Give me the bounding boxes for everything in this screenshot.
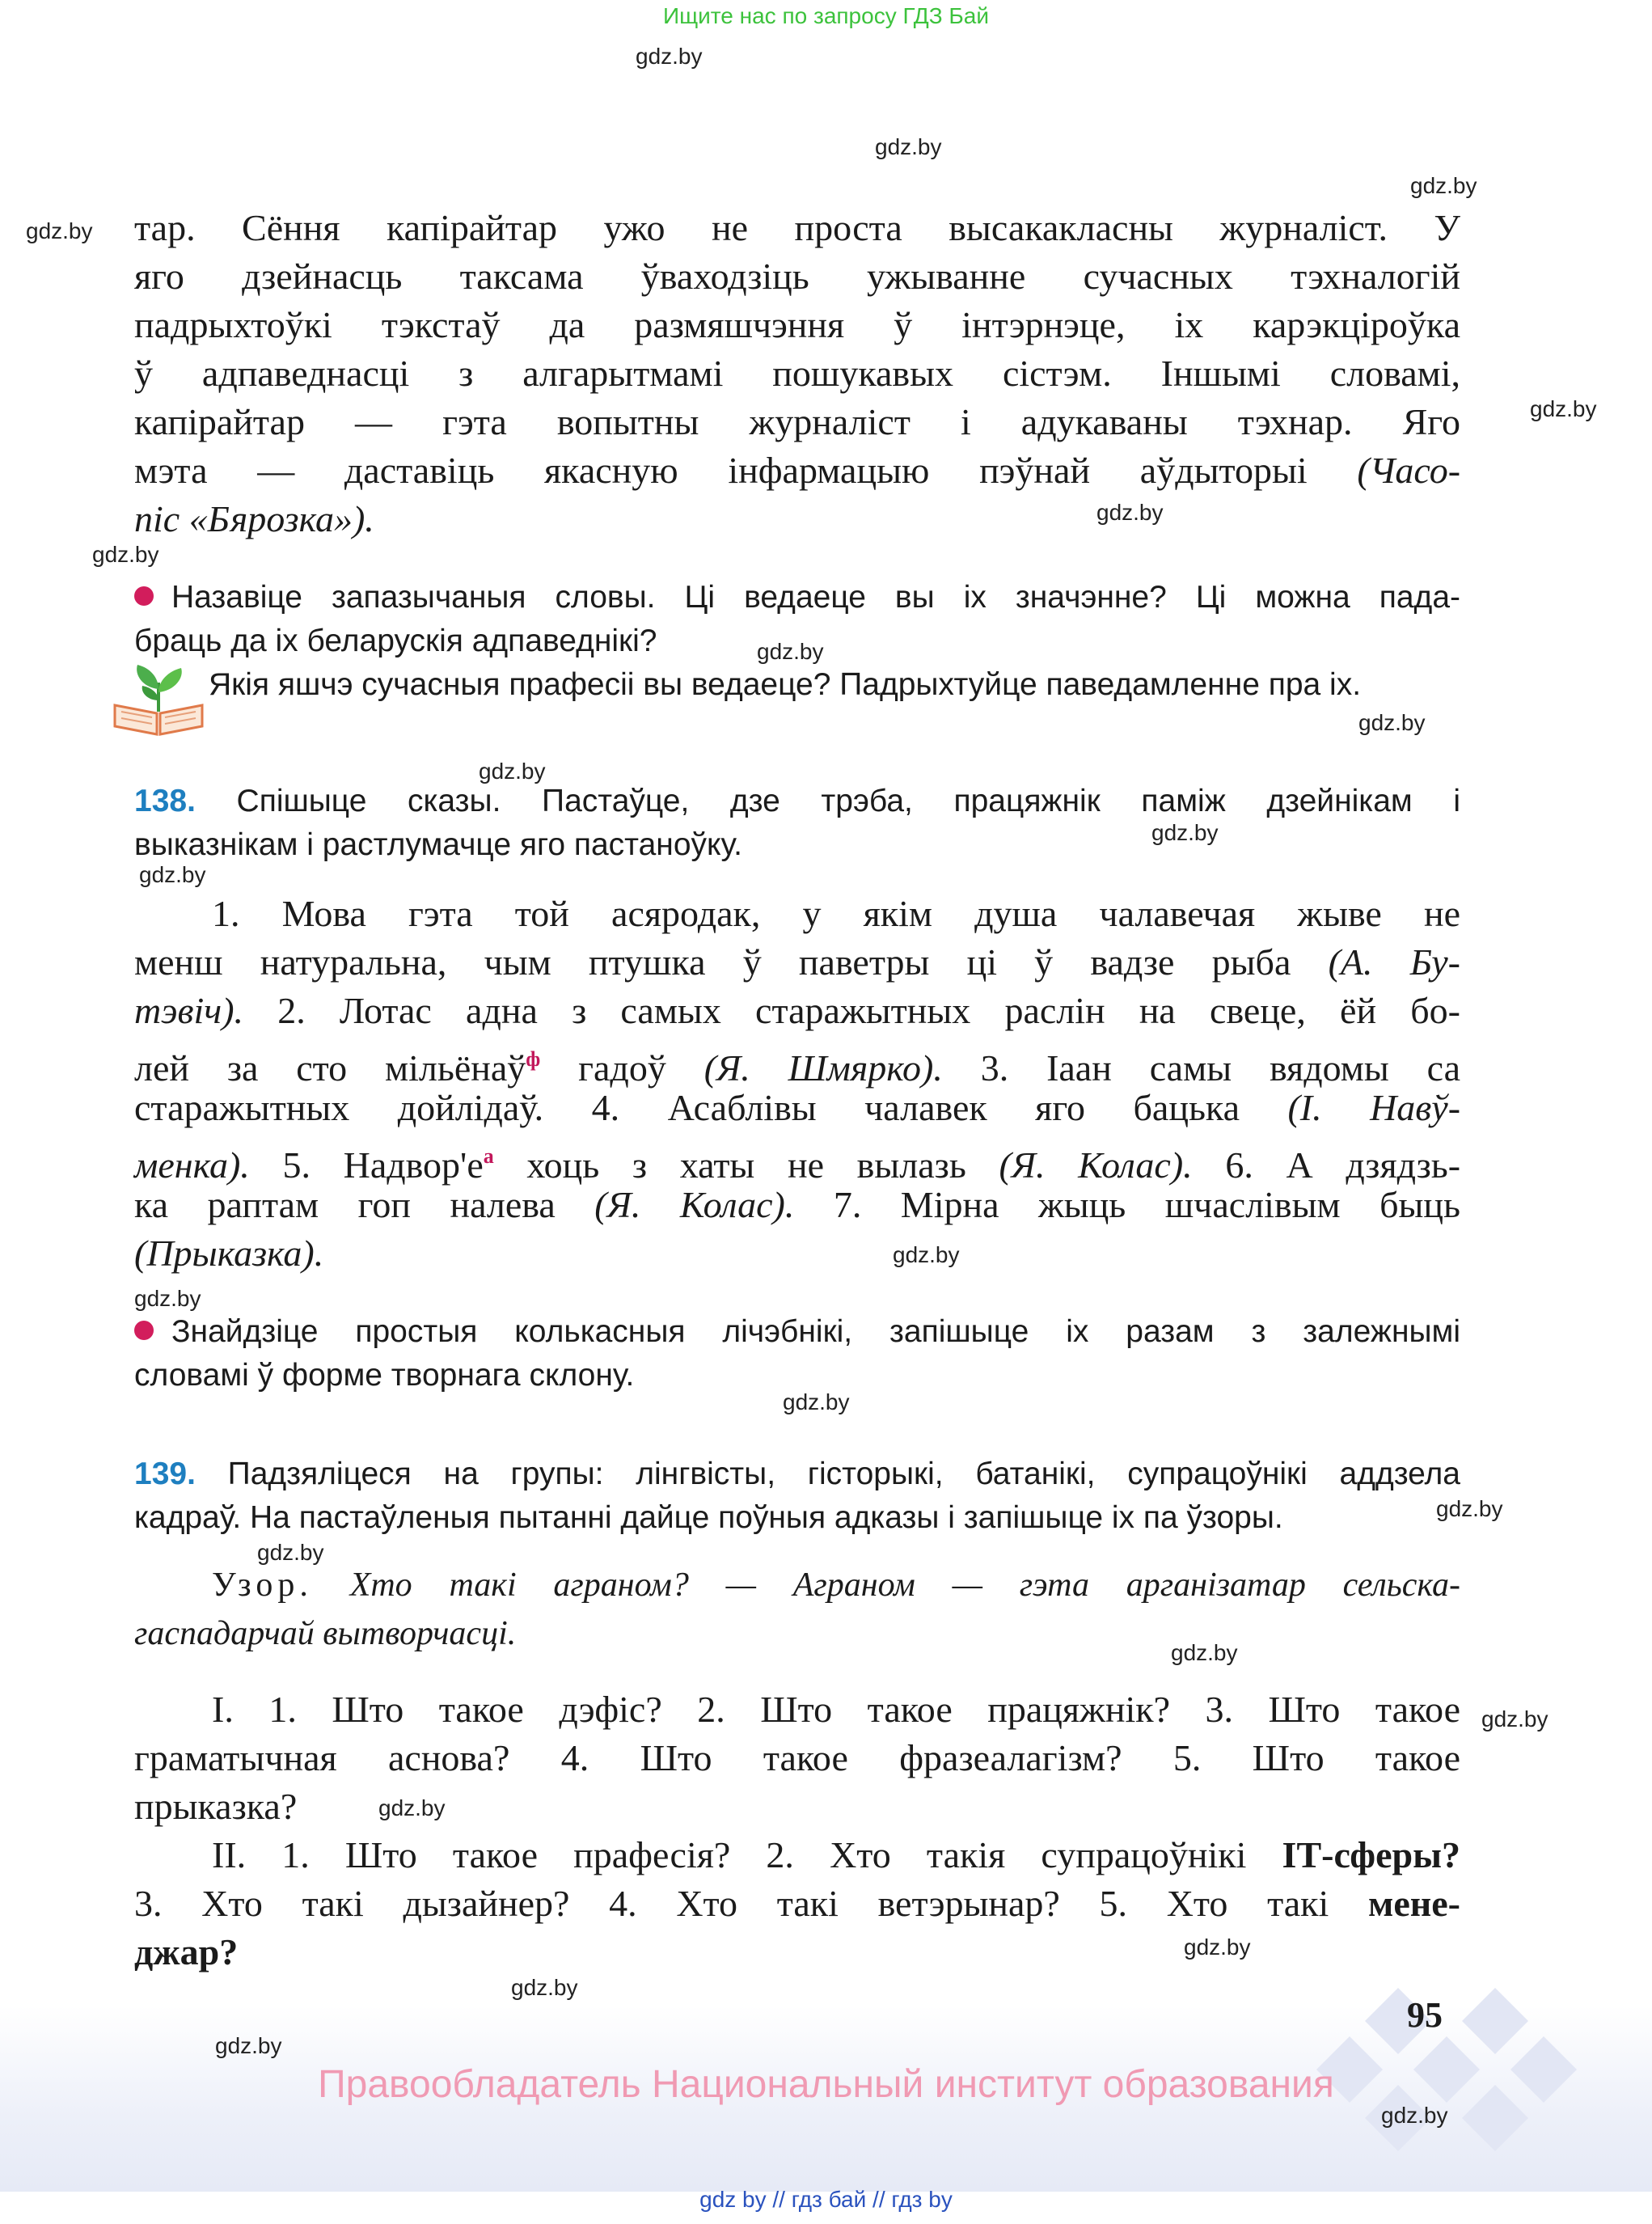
text-line bbox=[134, 987, 1460, 1035]
bullet-icon bbox=[134, 586, 154, 606]
text-line: 1. Мова гэта той асяродак, у якім душа чалавечая жыве не bbox=[212, 893, 1460, 934]
watermark: gdz.by bbox=[26, 218, 93, 243]
source-citation: тэвіч). bbox=[134, 990, 244, 1031]
task-block bbox=[134, 576, 1460, 663]
watermark: gdz.by bbox=[1481, 1706, 1548, 1731]
watermark: gdz.by bbox=[1530, 396, 1597, 421]
watermark: gdz.by bbox=[1436, 1496, 1503, 1521]
watermark: gdz.by bbox=[1171, 1640, 1238, 1665]
text-segment: мэта — даставіць якасную інфармацыю пэўнай аўдыторыі bbox=[134, 450, 1308, 491]
text-line bbox=[134, 1181, 1460, 1229]
exercise-139-sample bbox=[134, 1561, 1460, 1658]
task-line bbox=[134, 576, 1460, 619]
text-line: яго дзейнасць таксама ўваходзіць ужыванне сучасных тэхналогій bbox=[134, 256, 1460, 297]
task-text: Знайдзіце простыя колькасныя лічэбнікі, запішыце іх разам з залежнымі bbox=[171, 1314, 1460, 1349]
text-segment: 2. Лотас адна з самых старажытных раслін на свеце, ёй бо- bbox=[277, 990, 1460, 1031]
copyright-notice: Правообладатель Национальный институт образования bbox=[318, 2063, 1334, 2106]
task-line: кадраў. На пастаўленыя пытанні дайце поўныя адказы і запішыце іх па ўзоры. bbox=[134, 1500, 1283, 1535]
search-hint-link[interactable]: Ищите нас по запросу ГДЗ Бай bbox=[662, 3, 990, 28]
text-segment: ка раптам гоп налева bbox=[134, 1184, 556, 1225]
sample-label: Узор. bbox=[212, 1567, 313, 1604]
exercise-139-questions bbox=[134, 1685, 1460, 1977]
task-text: Спішыце сказы. Пастаўце, дзе трэба, працяжнік паміж дзейнікам і bbox=[236, 784, 1460, 818]
task-line bbox=[134, 1452, 1460, 1496]
text-line bbox=[134, 1035, 1460, 1089]
text-line bbox=[134, 1609, 1460, 1658]
task-line bbox=[134, 1310, 1460, 1354]
source-citation: (Прыказка). bbox=[134, 1233, 324, 1274]
text-segment: 6. А дзядзь- bbox=[1225, 1144, 1461, 1186]
sample-text: гаспадарчай вытворчасці. bbox=[134, 1615, 517, 1652]
source-citation: (Я. Шмярко). bbox=[703, 1047, 943, 1089]
task-line: браць да іх беларускія адпаведнікі? bbox=[134, 624, 657, 658]
watermark: gdz.by bbox=[875, 134, 942, 159]
text-segment: лей за сто мільёнаў bbox=[134, 1047, 526, 1089]
watermark: gdz.by bbox=[1358, 710, 1426, 735]
text-segment: гадоў bbox=[578, 1047, 666, 1089]
exercise-number: 138. bbox=[134, 784, 196, 818]
watermark: gdz.by bbox=[636, 44, 703, 69]
watermark: gdz.by bbox=[1410, 173, 1477, 198]
page-number: 95 bbox=[1407, 1995, 1443, 2035]
source-citation: (А. Бу- bbox=[1328, 941, 1460, 983]
source-citation: (Я. Колас). bbox=[999, 1144, 1193, 1186]
watermark: gdz.by bbox=[378, 1795, 446, 1820]
watermark: gdz.by bbox=[1151, 820, 1219, 845]
book-sprout-icon bbox=[110, 660, 207, 738]
footer-links[interactable]: gdz by // гдз бай // гдз by bbox=[699, 2187, 953, 2212]
text-line bbox=[134, 1229, 1460, 1278]
text-line bbox=[134, 1132, 1461, 1186]
watermark: gdz.by bbox=[257, 1540, 324, 1565]
sample-text: Хто такі аграном? — Аграном — гэта арганізатар сельска- bbox=[349, 1567, 1461, 1604]
watermark: gdz.by bbox=[1381, 2103, 1448, 2128]
text-segment: 3. Хто такі дызайнер? 4. Хто такі ветэрынар? 5. Хто такі bbox=[134, 1883, 1329, 1924]
watermark: gdz.by bbox=[511, 1975, 578, 2000]
text-segment: 7. Мірна жыць шчаслівым быць bbox=[833, 1184, 1461, 1225]
exercise-138-text bbox=[134, 890, 1460, 1278]
exercise-139-instructions bbox=[134, 1452, 1460, 1540]
watermark: gdz.by bbox=[1184, 1934, 1251, 1960]
text-line: тар. Сёння капірайтар ужо не проста высакакласны журналіст. У bbox=[134, 207, 1460, 248]
text-line bbox=[134, 1928, 1460, 1977]
task-line: выказнікам і растлумачце яго пастаноўку. bbox=[134, 827, 742, 862]
text-line bbox=[134, 1561, 1460, 1609]
watermark: gdz.by bbox=[893, 1242, 960, 1267]
text-line: падрыхтоўкі тэкстаў да размяшчэння ў інтэрнэце, іх карэкціроўка bbox=[134, 304, 1460, 345]
source-citation: менка). bbox=[134, 1144, 250, 1186]
bold-term: джар? bbox=[134, 1931, 239, 1972]
watermark: gdz.by bbox=[92, 542, 159, 567]
text-line bbox=[134, 1084, 1460, 1132]
bold-term: мене- bbox=[1368, 1883, 1460, 1924]
text-line bbox=[134, 1879, 1460, 1928]
text-line: прыказка? bbox=[134, 1786, 298, 1827]
text-segment: старажытных дойлідаў. 4. Асаблівы чалавек яго бацька bbox=[134, 1087, 1240, 1128]
task-text: Падзяліцеся на групы: лінгвісты, гісторыкі, батанікі, супрацоўнікі аддзела bbox=[227, 1457, 1460, 1491]
text-line bbox=[134, 1831, 1460, 1879]
source-citation: (І. Навў- bbox=[1287, 1087, 1461, 1128]
text-segment: ІІ. 1. Што такое прафесія? 2. Хто такія супрацоўнікі bbox=[212, 1834, 1247, 1875]
text-line: І. 1. Што такое дэфіс? 2. Што такое працяжнік? 3. Што такое bbox=[212, 1689, 1460, 1730]
intro-paragraph bbox=[134, 204, 1460, 543]
text-line: капірайтар — гэта вопытны журналіст і адукаваны тэхнар. Яго bbox=[134, 401, 1460, 442]
bullet-icon bbox=[134, 1321, 154, 1340]
source-citation: (Часо- bbox=[1357, 450, 1461, 491]
text-segment: менш натуральна, чым птушка ў паветры ці ў вадзе рыба bbox=[134, 941, 1291, 983]
task-text: Назавіце запазычаныя словы. Ці ведаеце вы іх значэнне? Ці можна пада- bbox=[171, 580, 1460, 615]
watermark: gdz.by bbox=[139, 862, 206, 887]
text-line bbox=[134, 446, 1460, 495]
task-line bbox=[134, 780, 1460, 823]
bold-term: ІТ-сферы? bbox=[1282, 1834, 1461, 1875]
text-line: ў адпаведнасці з алгарытмамі пошукавых сістэм. Іншымі словамі, bbox=[134, 353, 1460, 394]
footnote-mark: ф bbox=[526, 1047, 541, 1071]
text-line: граматычная аснова? 4. Што такое фразеалагізм? 5. Што такое bbox=[134, 1737, 1460, 1778]
watermark: gdz.by bbox=[757, 639, 824, 664]
watermark: gdz.by bbox=[215, 2033, 282, 2058]
watermark: gdz.by bbox=[479, 759, 546, 784]
task-block bbox=[209, 663, 1460, 707]
text-line bbox=[134, 495, 1460, 543]
text-segment: 5. Надвор'е bbox=[282, 1144, 484, 1186]
text-segment: 3. Іаан самы вядомы са bbox=[980, 1047, 1460, 1089]
text-segment: хоць з хаты не вылазь bbox=[526, 1144, 966, 1186]
watermark: gdz.by bbox=[783, 1389, 850, 1414]
footnote-mark: а bbox=[483, 1144, 494, 1168]
text-line bbox=[134, 938, 1460, 987]
watermark: gdz.by bbox=[1096, 500, 1164, 525]
task-line: словамі ў форме творнага склону. bbox=[134, 1358, 635, 1393]
source-citation: (Я. Колас). bbox=[594, 1184, 795, 1225]
exercise-138-instructions bbox=[134, 780, 1460, 867]
task-block bbox=[134, 1310, 1460, 1397]
task-line: Якія яшчэ сучасныя прафесіі вы ведаеце? Падрыхтуйце паведамленне пра іх. bbox=[209, 667, 1362, 702]
exercise-number: 139. bbox=[134, 1457, 196, 1491]
source-citation: піс «Бярозка»). bbox=[134, 498, 374, 539]
watermark: gdz.by bbox=[134, 1286, 201, 1311]
